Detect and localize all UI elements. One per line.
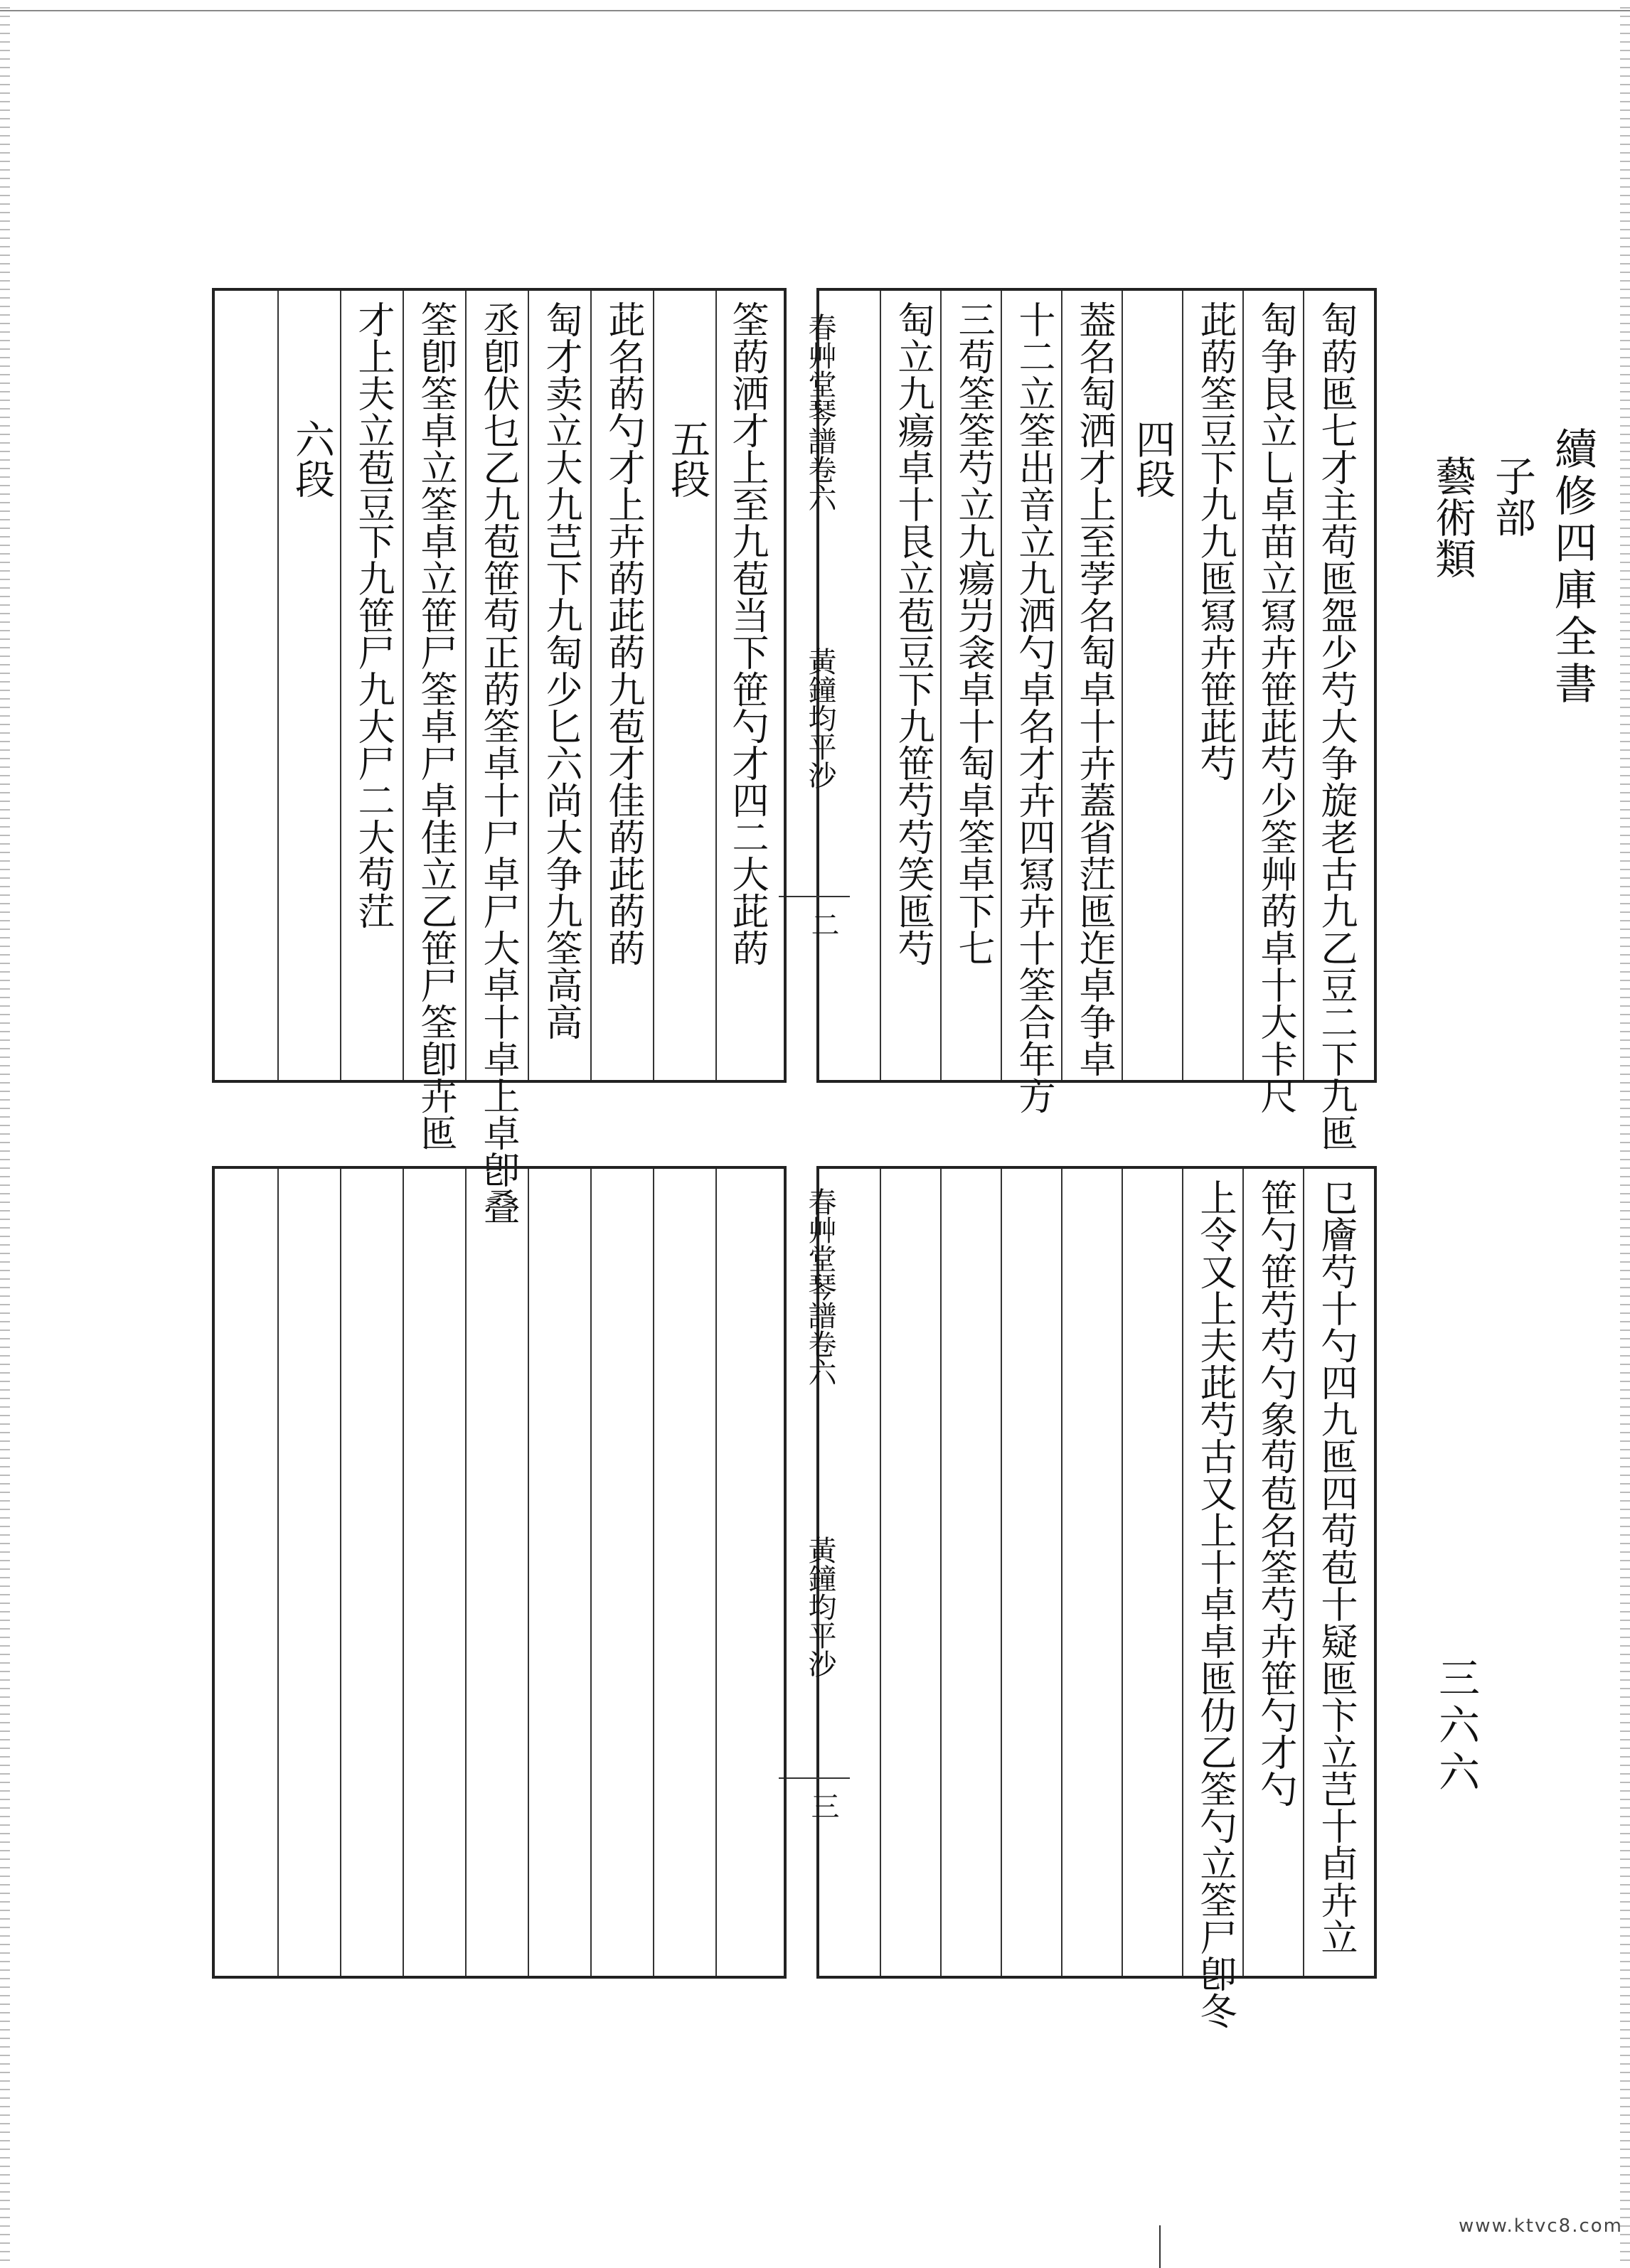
- strip-title: 春艸堂琴譜卷六: [804, 313, 836, 512]
- text-column: 十二立筌出音立九洒勺卓名才卉四冩卉十筌合年方: [1012, 301, 1055, 1114]
- book-title: 續修四庫全書: [1548, 427, 1597, 708]
- folio-number: 三: [806, 1792, 839, 1820]
- text-column: 匋立九瘍卓十艮立苞豆下九笹芍芍笑匜芍: [891, 301, 934, 966]
- text-column: 匋菂匜七才主苟匜盌少芍大争旋老古九乙豆二下九匜: [1314, 301, 1357, 1151]
- top-left-page: [212, 288, 787, 1225]
- text-column: 匋才卖立大九芑下九匋少匕六尚大争九筌高高: [539, 301, 582, 1040]
- page-number: 三六六: [1432, 1657, 1480, 1797]
- footer-rule: [1159, 2225, 1161, 2268]
- running-header: [1422, 427, 1603, 708]
- section-heading: 五段: [664, 419, 710, 498]
- text-column: 笹勺笹芍芍勺象苟苞名筌芍卉笹勺才勺: [1254, 1179, 1296, 1807]
- division-label: 子部: [1488, 455, 1536, 537]
- right-scan-edge: [1620, 0, 1630, 2265]
- text-column: 匋争艮立乚卓苗立冩卉笹茈芍少筌艸菂卓十大卡尺: [1254, 301, 1296, 1114]
- bottom-center-strip: [793, 1173, 843, 1969]
- section-heading: 四段: [1129, 419, 1176, 498]
- bottom-left-page: [212, 1166, 787, 1979]
- section-heading: 六段: [289, 419, 335, 498]
- top-center-strip: [793, 299, 843, 1074]
- text-column: 茈名菂勺才上卉菂茈菂九苞才佳菂茈菂菂: [602, 301, 644, 966]
- category-label: 藝術類: [1428, 455, 1476, 579]
- text-column: 丞卽伏乜乙九苞笹苟正菂筌卓十尸卓尸大卓十卓上卓卽叠: [476, 301, 519, 1225]
- strip-title: 春艸堂琴譜卷六: [804, 1187, 836, 1386]
- text-column: 㔾廥芍十勺四九匜四苟苞十疑匜卞立芑十卣卉立: [1314, 1179, 1357, 1955]
- left-scan-edge: [0, 0, 10, 2265]
- text-column: 筌菂洒才上至九苞当下笹勺才四二大茈菂: [725, 301, 768, 966]
- strip-subtitle: 黃鐘均平沙: [804, 1536, 836, 1678]
- text-column: 上令又上夫茈芍古又上十卓卓匜仂乙筌勺立筌尸卽冬: [1193, 1179, 1236, 2029]
- text-column: 葢名匋洒才上至茡名匋卓十卉蓋省茳匜迮卓争卓: [1072, 301, 1115, 1077]
- site-watermark: www.ktvc8.com: [1459, 2215, 1623, 2237]
- text-column: 筌卽筌卓立筌卓立笹尸筌卓尸卓佳立乙笹尸筌卽卉匜: [414, 301, 457, 1151]
- text-column: 茈菂筌豆下九九匜冩卉笹茈芍: [1193, 301, 1236, 781]
- bottom-right-page: [816, 1166, 1377, 2029]
- text-column: 才上夫立苞豆下九笹尸九大尸二大苟茳: [351, 301, 394, 929]
- strip-subtitle: 黃鐘均平沙: [804, 647, 836, 789]
- folio-number: 二: [806, 910, 839, 938]
- top-right-page: [816, 288, 1377, 1151]
- top-rule: [0, 10, 1630, 11]
- text-column: 三苟筌筌芍立九瘍屶衾卓十匋卓筌卓下七: [952, 301, 994, 966]
